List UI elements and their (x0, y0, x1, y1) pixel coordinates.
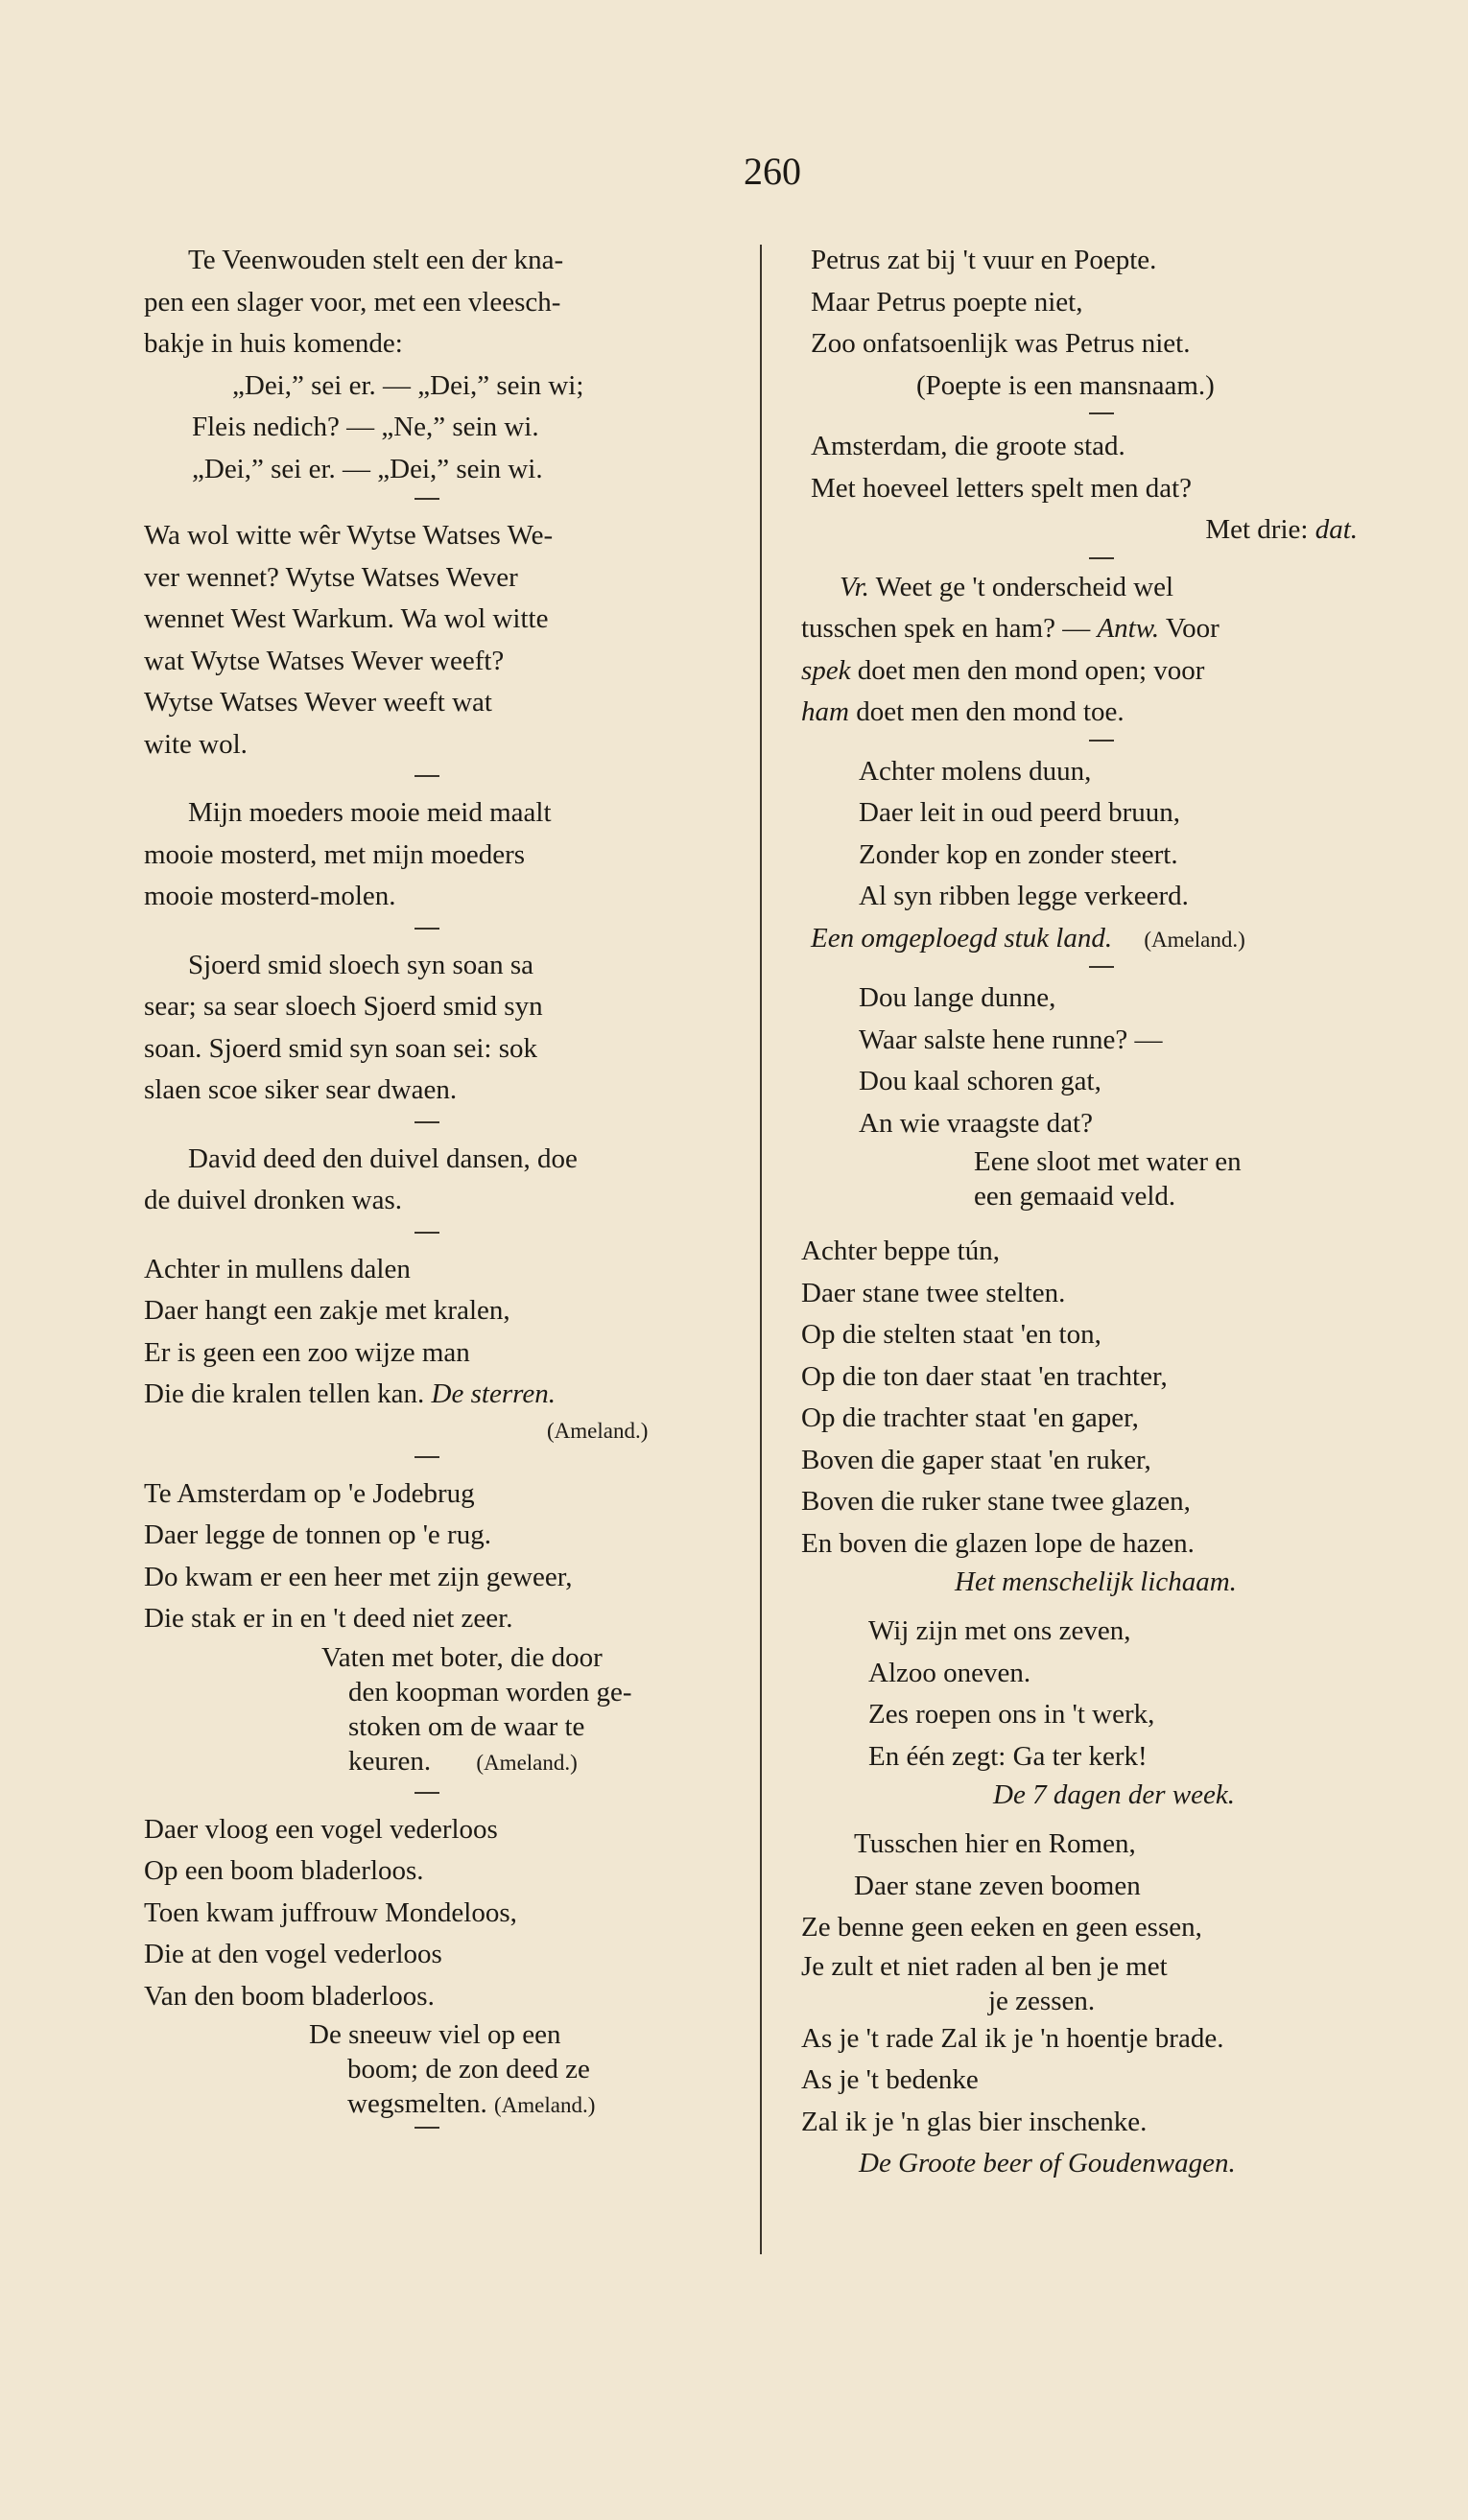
separator (1089, 412, 1114, 414)
source-note: (Ameland.) (476, 1750, 578, 1775)
text-segment: doet men den mond toe. (848, 696, 1125, 727)
text-line: sear; sa sear sloech Sjoerd smid syn (144, 991, 543, 1022)
text-line: Zal ik je 'n glas bier inschenke. (801, 2106, 1148, 2137)
text-line (801, 567, 1367, 609)
column-divider (760, 245, 762, 2254)
text-line (801, 509, 1367, 552)
text-line: je zessen. (988, 1985, 1096, 2016)
text-line: Boven die ruker stane twee glazen, (801, 1486, 1191, 1517)
text-line: mooie mosterd, met mijn moeders (144, 838, 526, 870)
text-line: pen een slager voor, met een vleesch- (144, 286, 561, 318)
text-line: As je 't bedenke (801, 2064, 979, 2095)
text-line: Achter in mullens dalen (144, 1253, 411, 1284)
right-column (801, 240, 1367, 2185)
text-segment: ham (801, 696, 849, 727)
tongue-twister-sjoerd (144, 945, 715, 1112)
riddle-molens (801, 751, 1367, 961)
riddle-answer (321, 1640, 715, 1780)
dialogue-line: „Dei,” sei er. — „Dei,” sein wi; (232, 369, 584, 401)
riddle-answer: Het menschelijk lichaam. (955, 1566, 1237, 1597)
text-line: En boven die glazen lope de hazen. (801, 1527, 1195, 1559)
riddle-petrus (801, 240, 1367, 407)
text-line: wite wol. (144, 728, 248, 760)
text-line: Daer hangt een zakje met kralen, (144, 1295, 510, 1326)
riddle-answer (309, 2017, 715, 2123)
text-line: Ze benne geen eeken en geen essen, (801, 1912, 1202, 1943)
text-line: Alzoo oneven. (868, 1657, 1031, 1688)
text-line: En één zegt: Ga ter kerk! (868, 1740, 1148, 1772)
separator (414, 1792, 439, 1794)
text-line: Mijn moeders mooie meid maalt (188, 797, 552, 828)
text-line: Daer stane twee stelten. (801, 1277, 1066, 1308)
page-number: 260 (744, 150, 801, 193)
riddle-answer: De 7 dagen der week. (993, 1779, 1236, 1810)
separator (414, 775, 439, 777)
answer-line (347, 2086, 715, 2123)
text-line: Achter molens duun, (859, 755, 1092, 787)
text-line: Die stak er in en 't deed niet zeer. (144, 1603, 513, 1634)
riddle-answer: Een omgeploegd stuk land. (811, 922, 1113, 954)
text-segment: wegsmelten. (347, 2088, 487, 2119)
dialogue-line: „Dei,” sei er. — „Dei,” sein wi. (192, 453, 543, 484)
riddle-answer: De Groote beer of Goudenwagen. (859, 2148, 1236, 2179)
left-column (144, 240, 715, 2129)
text-line (811, 918, 1367, 961)
text-line: An wie vraagste dat? (859, 1107, 1093, 1139)
tongue-twister-david (144, 1139, 715, 1222)
source-note: (Ameland.) (547, 1418, 649, 1443)
text-line: wat Wytse Watses Wever weeft? (144, 645, 505, 676)
text-line: mooie mosterd-molen. (144, 881, 396, 911)
text-line (801, 608, 1367, 650)
text-segment: Voor (1159, 613, 1219, 644)
riddle-amsterdam (801, 426, 1367, 552)
text-line: Daer leit in oud peerd bruun, (859, 797, 1181, 828)
answer-label: Antw. (1097, 613, 1160, 644)
separator (414, 2127, 439, 2129)
text-segment: spek (801, 654, 851, 686)
separator (1089, 557, 1114, 559)
text-line: David deed den duivel dansen, doe (188, 1142, 578, 1174)
dialogue-line: Fleis nedich? — „Ne,” sein wi. (192, 412, 539, 442)
note-line: (Poepte is een mansnaam.) (916, 369, 1215, 401)
separator (414, 1121, 439, 1123)
text-line (144, 1374, 715, 1416)
separator (414, 1232, 439, 1234)
text-line: Die at den vogel vederloos (144, 1939, 442, 1969)
text-line: Tusschen hier en Romen, (854, 1828, 1136, 1859)
text-line: Boven die gaper staat 'en ruker, (801, 1444, 1151, 1475)
separator (414, 1456, 439, 1458)
text-line: Te Veenwouden stelt een der kna- (188, 245, 564, 275)
separator (1089, 740, 1114, 742)
text-segment: Met drie: (1205, 514, 1309, 545)
text-line: Er is geen een zoo wijze man (144, 1336, 470, 1368)
text-line: Op die trachter staat 'en gaper, (801, 1402, 1139, 1433)
riddle-zeven (801, 1611, 1367, 1812)
text-line: Toen kwam juffrouw Mondeloos, (144, 1896, 517, 1928)
text-line: Maar Petrus poepte niet, (811, 286, 1083, 318)
text-line: de duivel dronken was. (144, 1185, 402, 1215)
source-note: (Ameland.) (494, 2093, 596, 2117)
text-segment: Weet ge 't onderscheid wel (868, 571, 1174, 602)
text-line: Dou kaal schoren gat, (859, 1066, 1101, 1096)
text-line: Wytse Watses Wever weeft wat (144, 687, 492, 718)
answer-line: Vaten met boter, die door (321, 1641, 603, 1673)
tongue-twister-wytse (144, 515, 715, 765)
separator (1089, 966, 1114, 968)
riddle-answer: De sterren. (431, 1378, 556, 1409)
text-line: Sjoerd smid sloech syn soan sa (188, 949, 534, 980)
tongue-twister-mosterd (144, 792, 715, 918)
text-line: Zes roepen ons in 't werk, (868, 1699, 1155, 1730)
text-segment: keuren. (348, 1745, 432, 1777)
answer-line: den koopman worden ge- (348, 1676, 632, 1707)
riddle-answer (974, 1144, 1367, 1213)
text-line: soan. Sjoerd smid syn soan sei: sok (144, 1032, 538, 1064)
riddle-dunne (801, 977, 1367, 1213)
text-line: Te Amsterdam op 'e Jodebrug (144, 1477, 475, 1509)
text-line: Op een boom bladerloos. (144, 1855, 424, 1886)
question-label: Vr. (840, 571, 869, 602)
text-line: Op die stelten staat 'en ton, (801, 1319, 1101, 1350)
riddle-vogel (144, 1809, 715, 2124)
text-line: Daer vloog een vogel vederloos (144, 1813, 498, 1845)
text-line: Wa wol witte wêr Wytse Watses We- (144, 520, 554, 551)
riddle-butcher (144, 240, 715, 490)
text-line: Op die ton daer staat 'en trachter, (801, 1360, 1168, 1392)
answer-line (348, 1744, 715, 1780)
text-line: Do kwam er een heer met zijn geweer, (144, 1561, 573, 1592)
text-segment: doet men den mond open; voor (850, 654, 1205, 686)
answer-line: Eene sloot met water en (974, 1146, 1242, 1177)
riddle-answer: dat. (1314, 514, 1358, 545)
text-line: Daer stane zeven boomen (854, 1870, 1141, 1901)
source-note: (Ameland.) (1144, 927, 1245, 952)
riddle-jodebrug (144, 1473, 715, 1780)
text-line: As je 't rade Zal ik je 'n hoentje brade. (801, 2022, 1224, 2054)
text-line: Al syn ribben legge verkeerd. (859, 881, 1189, 911)
text-line: Met hoeveel letters spelt men dat? (811, 472, 1192, 504)
text-line: Daer legge de tonnen op 'e rug. (144, 1519, 491, 1550)
riddle-romen (801, 1824, 1367, 2185)
separator (414, 498, 439, 500)
text-segment: Die die kralen tellen kan. (144, 1378, 425, 1409)
text-line: bakje in huis komende: (144, 328, 403, 359)
answer-line: stoken om de waar te (348, 1710, 585, 1742)
text-line: Amsterdam, die groote stad. (811, 431, 1125, 461)
text-line: Zoo onfatsoenlijk was Petrus niet. (811, 328, 1191, 359)
riddle-spek-ham (801, 567, 1367, 734)
text-line: Wij zijn met ons zeven, (868, 1615, 1131, 1646)
text-line: Petrus zat bij 't vuur en Poepte. (811, 245, 1157, 275)
text-line: Zonder kop en zonder steert. (859, 838, 1178, 870)
answer-line: De sneeuw viel op een (309, 2019, 561, 2050)
riddle-beppe (801, 1231, 1367, 1599)
text-line: wennet West Warkum. Wa wol witte (144, 603, 549, 634)
riddle-kralen (144, 1249, 715, 1447)
text-line: Achter beppe tún, (801, 1236, 1000, 1266)
text-line: ver wennet? Wytse Watses Wever (144, 561, 518, 593)
text-line: Je zult et niet raden al ben je met (801, 1950, 1168, 1982)
text-line: Van den boom bladerloos. (144, 1980, 435, 2012)
text-line (801, 650, 1367, 693)
text-line: Waar salste hene runne? — (859, 1024, 1163, 1055)
text-segment: tusschen spek en ham? — (801, 613, 1098, 644)
answer-line: een gemaaid veld. (974, 1181, 1176, 1212)
text-line: slaen scoe siker sear dwaen. (144, 1074, 458, 1105)
text-line: Dou lange dunne, (859, 982, 1056, 1013)
text-line (801, 692, 1367, 734)
separator (414, 928, 439, 930)
answer-line: boom; de zon deed ze (347, 2054, 590, 2084)
